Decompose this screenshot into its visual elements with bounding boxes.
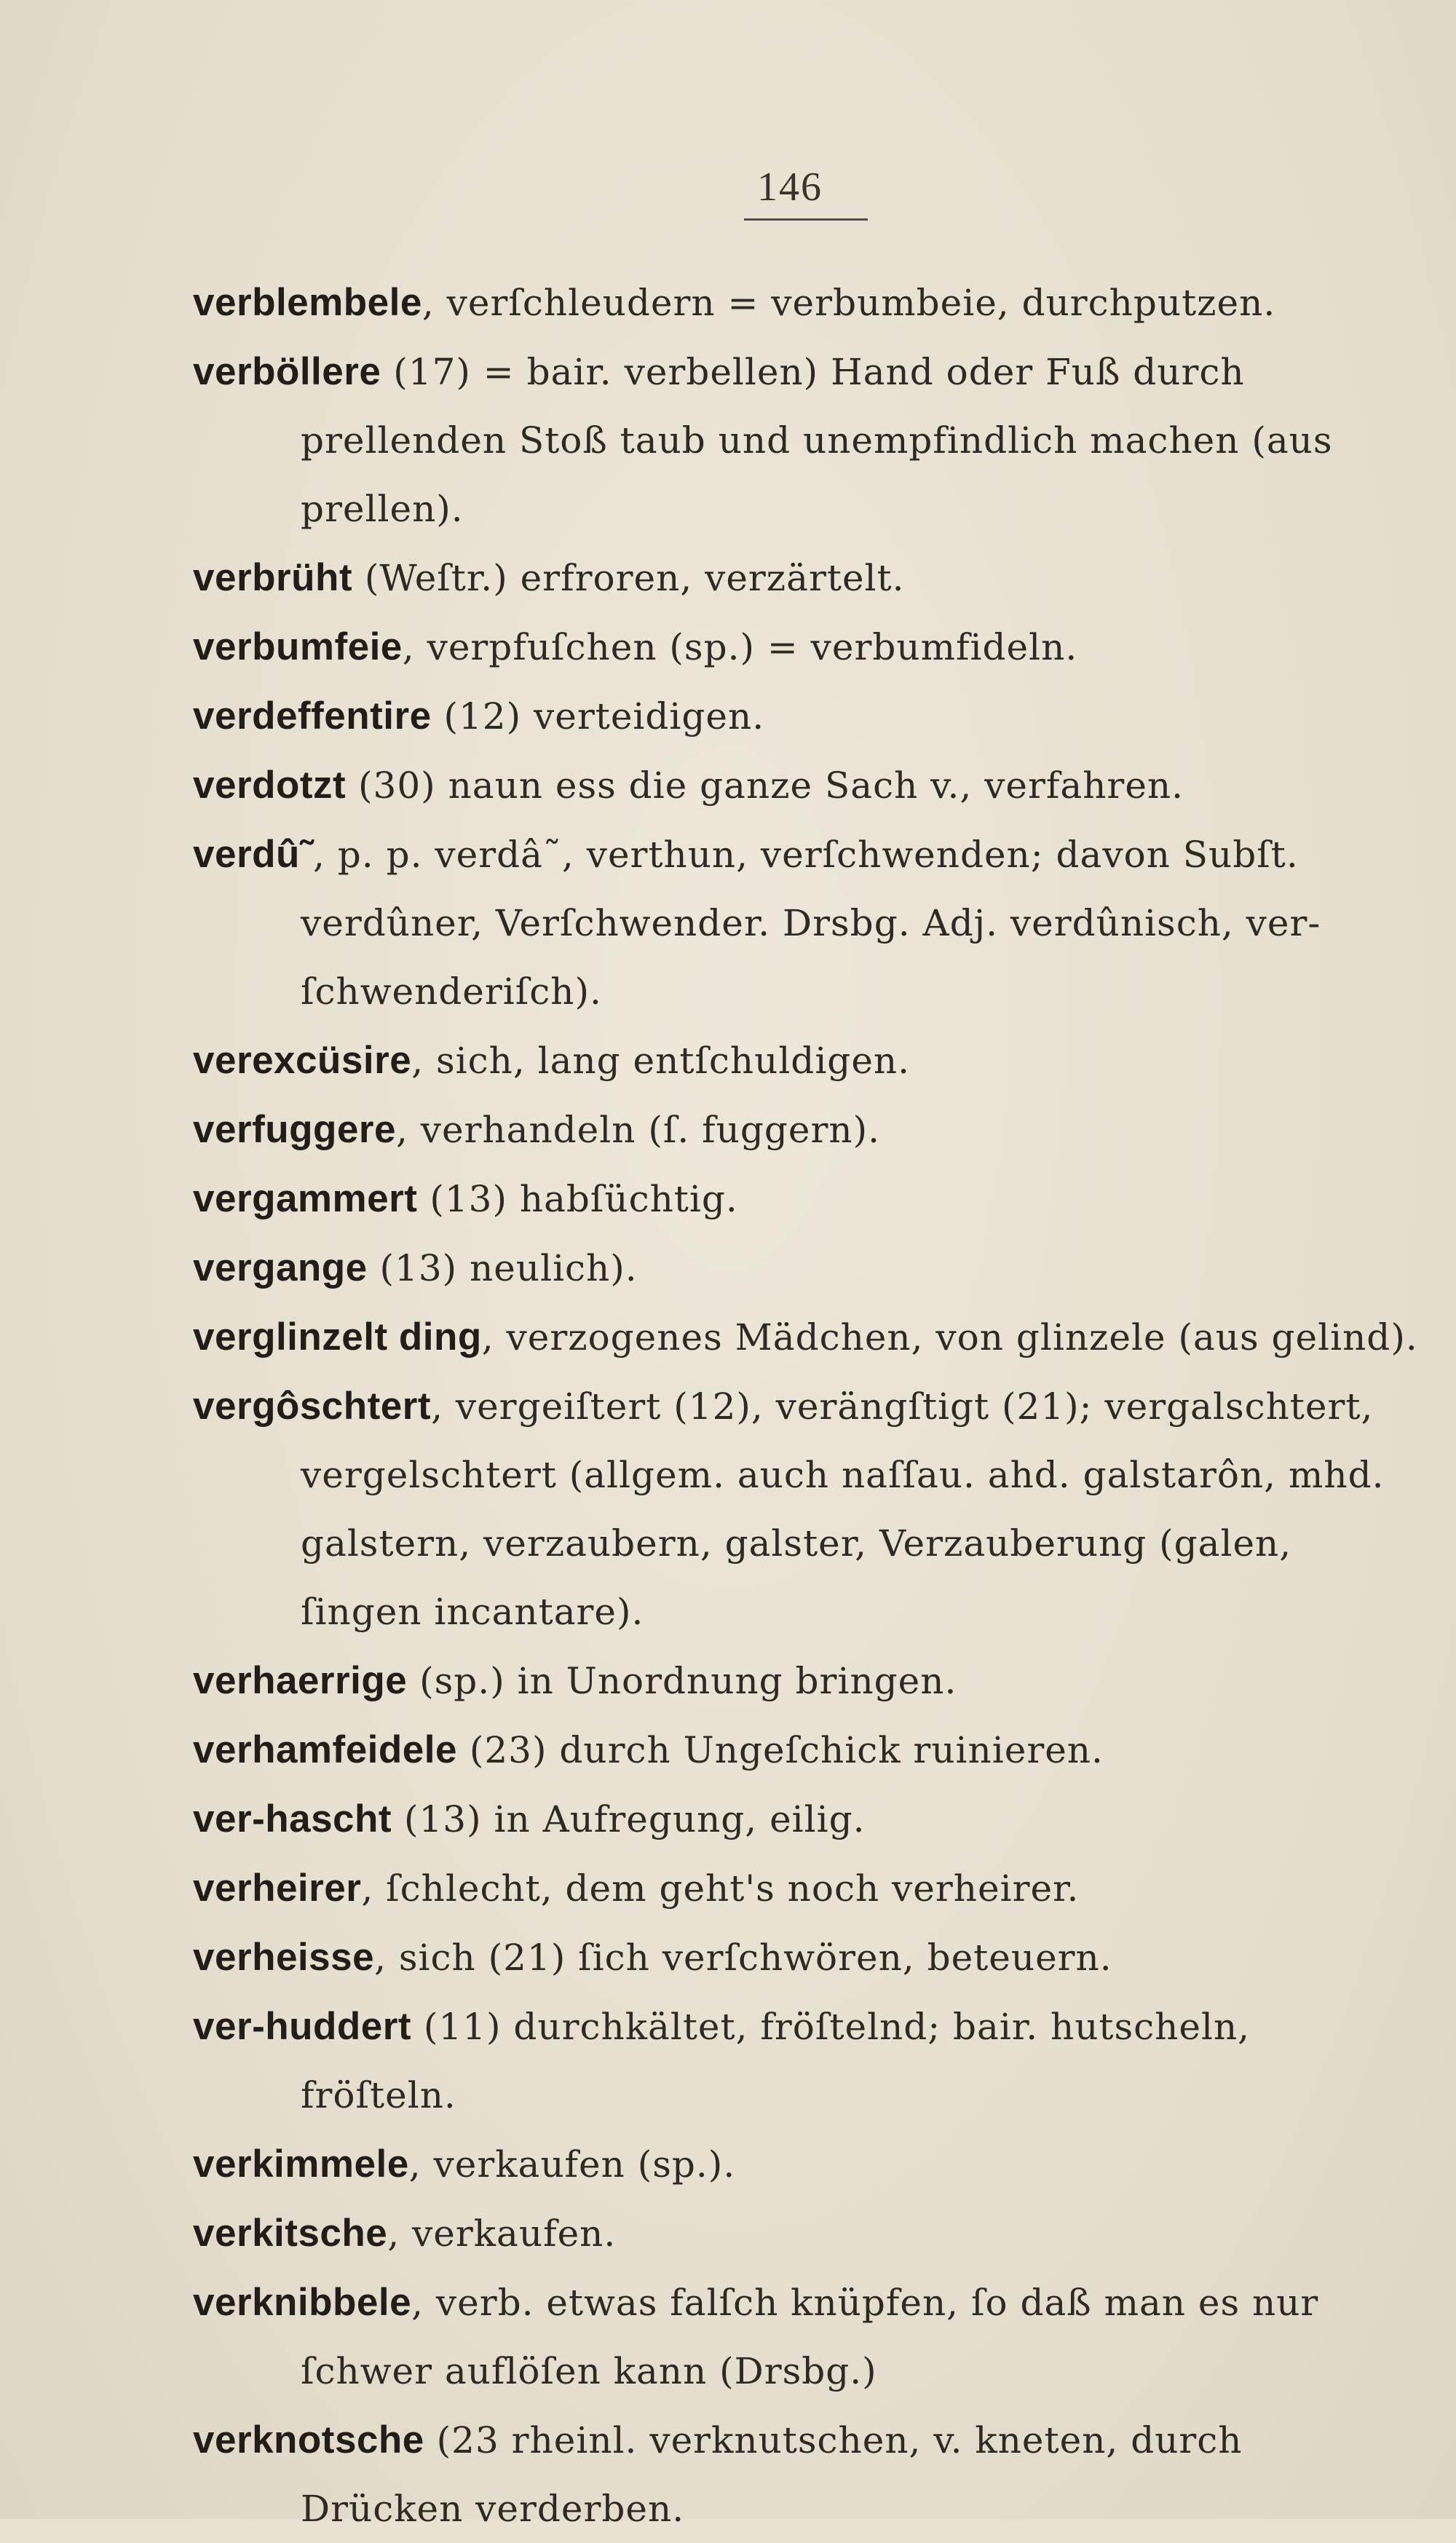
dictionary-entry	[193, 1784, 1431, 1854]
entry-headword: verfuggere	[193, 1108, 396, 1151]
entry-definition: , verb. etwas falſch knüpfen, ſo daß man es nur	[411, 2282, 1319, 2324]
entry-definition: (13) neulich).	[367, 1247, 638, 1289]
dictionary-entry	[193, 1095, 1431, 1164]
entry-headword: verheirer	[193, 1867, 362, 1910]
entry-definition: (13) in Aufregung, eilig.	[392, 1798, 866, 1840]
entry-definition: (11) durchkältet, fröſtelnd; bair. hutscheln,	[411, 2006, 1251, 2048]
entry-definition: (sp.) in Unordnung bringen.	[407, 1660, 957, 1702]
dictionary-entry	[193, 2405, 1431, 2543]
page-number-rule	[744, 218, 868, 221]
entry-definition: , verkaufen.	[387, 2212, 617, 2255]
entry-definition: , verhandeln (ſ. fuggern).	[395, 1109, 880, 1151]
dictionary-entry	[193, 2199, 1431, 2268]
dictionary-entry	[193, 337, 1431, 543]
entry-headword: verbumfeie	[193, 625, 403, 668]
entry-headword: verheisse	[193, 1936, 375, 1979]
dictionary-entry	[193, 681, 1431, 751]
entry-definition: (23) durch Ungeſchick ruinieren.	[456, 1729, 1104, 1771]
entry-definition-continuation: ſchwenderiſch).	[301, 970, 602, 1013]
entry-headword: verkitsche	[193, 2212, 388, 2255]
entry-definition-continuation: ſingen incantare).	[301, 1591, 644, 1633]
entry-definition-continuation: ſchwer auflöſen kann (Drsbg.)	[301, 2350, 877, 2392]
entry-headword: verglinzelt ding	[193, 1316, 482, 1358]
entry-definition-continuation: verdûner, Verſchwender. Drsbg. Adj. verdûnisch, ver-	[301, 902, 1321, 944]
entry-definition: (30) naun ess die ganze Sach v., verfahren.	[346, 764, 1184, 807]
entry-headword: ver-huddert	[193, 2005, 411, 2048]
entry-headword: vergôschtert	[193, 1385, 432, 1428]
dictionary-entry	[193, 820, 1431, 1026]
entry-definition: (13) habſüchtig.	[417, 1178, 738, 1220]
dictionary-entry	[193, 1854, 1431, 1923]
dictionary-entry	[193, 1164, 1431, 1233]
entry-definition: , ſchlecht, dem geht's noch verheirer.	[361, 1867, 1080, 1910]
entry-headword: verdeffentire	[193, 695, 432, 737]
entry-headword: verknibbele	[193, 2281, 412, 2324]
entry-headword: verblemb​ele	[193, 281, 422, 324]
dictionary-entry	[193, 268, 1431, 337]
entry-headword: verhamfeidele	[193, 1728, 457, 1771]
entry-definition: (23 rheinl. verknutschen, v. kneten, durch	[424, 2419, 1243, 2461]
dictionary-entry	[193, 1992, 1431, 2129]
entry-definition: , verkaufen (sp.).	[408, 2143, 736, 2186]
entry-definition: , sich, lang entſchuldigen.	[411, 1040, 910, 1082]
dictionary-entry	[193, 543, 1431, 612]
entry-headword: vergammert	[193, 1177, 418, 1220]
entry-definition-continuation: vergelschtert (allgem. auch naſſau. ahd. galstarôn, mhd.	[301, 1454, 1385, 1496]
entry-headword: verkimmele	[193, 2143, 409, 2186]
dictionary-entries	[193, 268, 1431, 2543]
entry-definition-continuation: galstern, verzaubern, galster, Verzauberung (galen,	[301, 1522, 1292, 1565]
entry-definition: (12) verteidigen.	[431, 695, 765, 737]
dictionary-entry	[193, 1372, 1431, 1646]
dictionary-entry	[193, 1715, 1431, 1784]
entry-headword: verböllere	[193, 350, 381, 393]
entry-definition-continuation: fröſteln.	[301, 2074, 456, 2116]
dictionary-entry	[193, 751, 1431, 820]
entry-headword: verbrüht	[193, 556, 352, 599]
entry-headword: verexcüsire	[193, 1039, 412, 1082]
entry-definition: , verzogenes Mädchen, von glinzele (aus gelind).	[481, 1316, 1418, 1358]
entry-definition: , verſchleudern = verbumbeie, durchputzen.	[422, 282, 1276, 324]
entry-definition-continuation: prellenden Stoß taub und unempfindlich machen (aus	[301, 419, 1333, 462]
dictionary-entry	[193, 612, 1431, 681]
entry-headword: vergange	[193, 1246, 368, 1289]
dictionary-entry	[193, 2129, 1431, 2199]
entry-definition: (17) = bair. verbellen) Hand oder Fuß durch	[381, 351, 1245, 393]
entry-definition: , p. p. verdâ˜, verthun, verſchwenden; davon Subſt.	[312, 834, 1299, 876]
entry-definition: , vergeiſtert (12), verängſtigt (21); vergalschtert,	[431, 1385, 1374, 1428]
dictionary-entry	[193, 1302, 1431, 1372]
entry-definition: , verpfuſchen (sp.) = verbumfideln.	[402, 626, 1078, 668]
entry-headword: verdû˜	[193, 833, 313, 876]
entry-definition-continuation: prellen).	[301, 488, 464, 530]
dictionary-entry	[193, 2268, 1431, 2405]
entry-headword: verknotsche	[193, 2419, 424, 2461]
dictionary-entry	[193, 1646, 1431, 1715]
entry-definition: , sich (21) ſich verſchwören, beteuern.	[374, 1937, 1112, 1979]
dictionary-entry	[193, 1923, 1431, 1992]
dictionary-entry	[193, 1026, 1431, 1095]
entry-definition-continuation: Drücken verderben.	[301, 2488, 685, 2530]
entry-headword: ver-hascht	[193, 1797, 392, 1840]
page-number: 146	[757, 165, 823, 210]
entry-definition: (Weſtr.) erfroren, verzärtelt.	[352, 557, 905, 599]
entry-headword: verhaerrige	[193, 1659, 408, 1702]
entry-headword: verdotzt	[193, 764, 347, 807]
dictionary-entry	[193, 1233, 1431, 1302]
